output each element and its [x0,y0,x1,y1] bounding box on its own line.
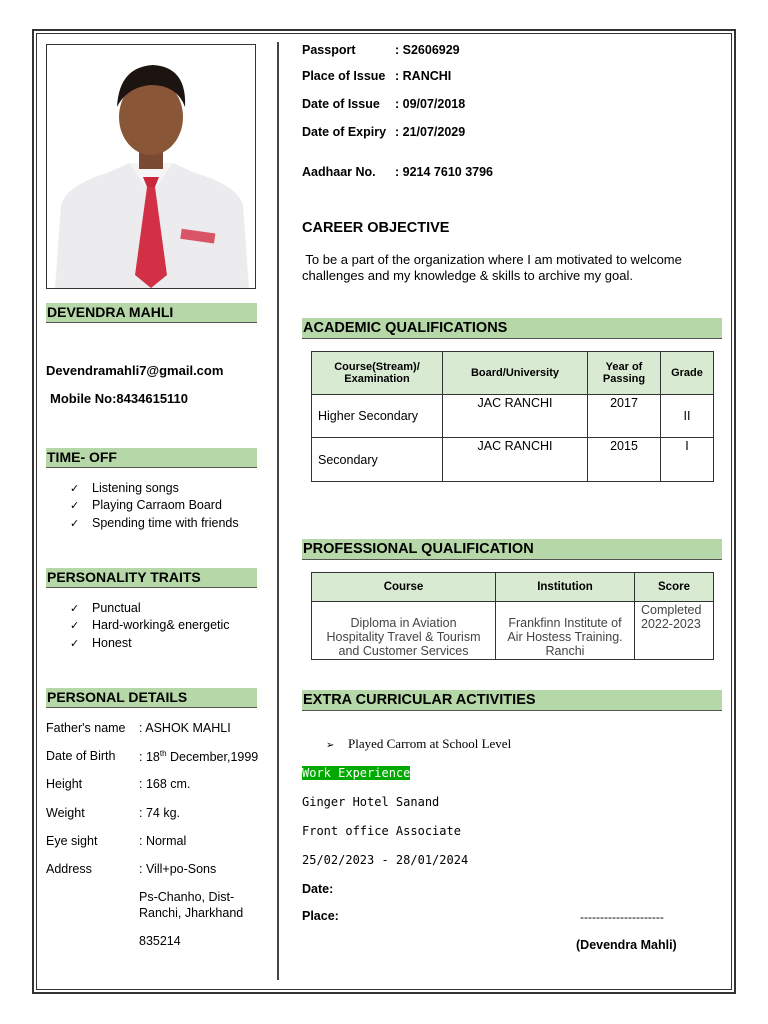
eyesight-value: : Normal [139,834,187,848]
date-label: Date: [302,882,334,896]
grade-cell: II [661,395,714,438]
list-item: ✓ Playing Carraom Board [70,497,239,514]
dob-value: : 18th December,1999 [139,749,259,765]
place-of-issue-label: Place of Issue [302,69,386,83]
aadhaar-value: : 9214 7610 3796 [395,165,494,179]
checkmark-icon: ✓ [70,637,80,650]
aadhaar-label: Aadhaar No. [302,165,376,179]
list-item: ✓ Listening songs [70,480,239,497]
traits-heading: PERSONALITY TRAITS [46,568,257,588]
profile-photo [46,44,256,289]
dob-label: Date of Birth [46,749,116,763]
personal-heading: PERSONAL DETAILS [46,688,257,708]
career-objective-heading: CAREER OBJECTIVE [302,220,450,236]
column-header: Grade [661,352,714,395]
place-label: Place: [302,909,339,923]
course-cell: Higher Secondary [312,395,443,438]
address-line3: Ranchi, Jharkhand [139,906,244,920]
email-text: Devendramahli7@gmail.com [46,363,224,378]
checkmark-icon: ✓ [70,483,80,495]
mobile-text: Mobile No:8434615110 [50,391,189,406]
timeoff-list [70,480,239,532]
timeoff-heading: TIME- OFF [46,448,257,468]
board-cell: JAC RANCHI [443,395,588,438]
year-cell: 2017 [588,395,661,438]
table-header-row [312,352,714,395]
institution-cell: Frankfinn Institute of Air Hostess Training. Ranchi [496,602,635,660]
column-header: Board/University [443,352,588,395]
work-experience-heading: Work Experience [302,766,411,780]
list-item: ✓ Honest [70,635,230,652]
table-row [312,438,714,482]
column-header: Course(Stream)/ Examination [312,352,443,395]
father-value: : ASHOK MAHLI [139,721,231,735]
date-of-expiry-value: : 21/07/2029 [395,125,466,139]
column-divider [277,42,279,980]
table-row [312,395,714,438]
checkmark-icon: ✓ [70,500,80,513]
checkmark-icon: ✓ [70,603,80,615]
traits-list [70,600,230,652]
weight-value: : 74 kg. [139,806,180,820]
address-line2: Ps-Chanho, Dist- [139,890,235,904]
checkmark-icon: ✓ [70,620,80,633]
extra-curricular-heading: EXTRA CURRICULAR ACTIVITIES [302,690,722,711]
column-header: Course [312,573,496,602]
date-of-expiry-label: Date of Expiry [302,125,387,139]
academic-table [311,351,714,482]
signature-name: (Devendra Mahli) [576,938,677,952]
address-label: Address [46,862,92,876]
column-header: Institution [496,573,635,602]
course-cell: Diploma in Aviation Hospitality Travel & Tourism and Customer Services [312,602,496,660]
name-heading: DEVENDRA MAHLI [46,303,257,323]
work-role: Front office Associate [302,824,461,838]
passport-label: Passport [302,43,356,57]
signature-line: --------------------- [580,910,664,924]
date-of-issue-value: : 09/07/2018 [395,97,466,111]
extra-curricular-item: ➢ Played Carrom at School Level [326,736,512,751]
passport-value: : S2606929 [395,43,460,57]
board-cell: JAC RANCHI [443,438,588,482]
father-label: Father's name [46,721,126,735]
table-header-row [312,573,714,602]
column-header: Year of Passing [588,352,661,395]
place-of-issue-value: : RANCHI [395,69,452,83]
table-row [312,602,714,660]
grade-cell: I [661,438,714,482]
column-header: Score [635,573,714,602]
height-value: : 168 cm. [139,777,191,791]
person-portrait-icon [47,45,255,288]
academic-heading: ACADEMIC QUALIFICATIONS [302,318,722,339]
eyesight-label: Eye sight [46,834,98,848]
work-company: Ginger Hotel Sanand [302,795,440,809]
career-objective-line2: challenges and my knowledge & skills to archive my goal. [302,268,633,283]
work-period: 25/02/2023 - 28/01/2024 [302,853,469,867]
list-item: ✓ Punctual [70,600,230,617]
list-item: ✓ Spending time with friends [70,515,239,532]
address-pincode: 835214 [139,934,181,948]
list-item: ✓ Hard-working& energetic [70,617,230,634]
career-objective-line1: To be a part of the organization where I am motivated to welcome [302,252,682,267]
professional-heading: PROFESSIONAL QUALIFICATION [302,539,722,560]
arrow-bullet-icon: ➢ [326,740,335,751]
checkmark-icon: ✓ [70,517,80,530]
weight-label: Weight [46,806,85,820]
year-cell: 2015 [588,438,661,482]
professional-table [311,572,714,660]
height-label: Height [46,777,83,791]
date-of-issue-label: Date of Issue [302,97,380,111]
score-cell: Completed 2022-2023 [635,602,714,660]
course-cell: Secondary [312,438,443,482]
address-line1: : Vill+po-Sons [139,862,217,876]
